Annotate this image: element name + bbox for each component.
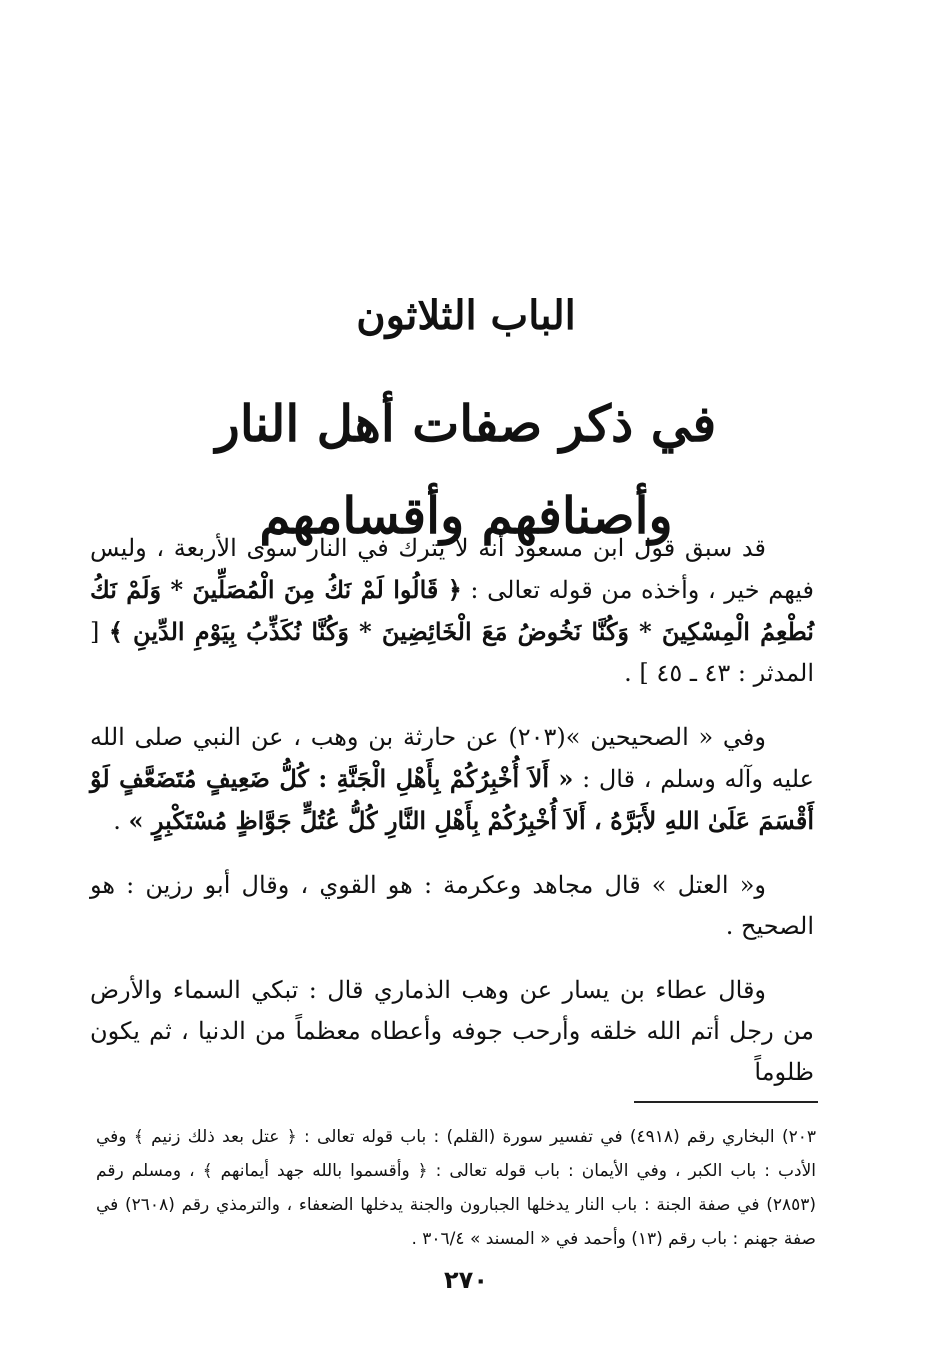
footnote-203: ٢٠٣) البخاري رقم (٤٩١٨) في تفسير سورة (القلم) : باب قوله تعالى : ﴿ عتل بعد ذلك زنيم ﴾ وفي الأدب : باب الكبر ، وفي الأيمان : باب قوله تعالى : ﴿ وأقسموا بالله جهد أيمانهم ﴾ ، ومسلم رقم (٢٨٥٣) في صفة الجنة : باب النار يدخلها الجبارون والجنة يدخلها الضعفاء ، والترمذي رقم (٢٦٠٨) في صفة جهنم : باب رقم (١٣) وأحمد في « المسند » ٣٠٦/٤ . xyxy=(96,1127,816,1249)
paragraph-tail: . xyxy=(113,807,129,835)
hadith-quote: « أَلاَ أُخْبِرُكُمْ بِأَهْلِ الْجَنَّةِ : كُلُّ ضَعِيفٍ مُتَضَعَّفٍ لَوْ أَقْسَمَ عَلَىٰ اللهِ لأَبَرَّهُ ، أَلاَ أُخْبِرُكُمْ بِأَهْلِ النَّارِ كُلُّ عُتُلٍّ جَوَّاظٍ مُسْتَكْبِرٍ » xyxy=(90,764,814,835)
paragraph-2 xyxy=(90,717,814,842)
paragraph-1 xyxy=(90,528,814,694)
quran-quote: ﴿ قَالُوا لَمْ نَكُ مِنَ الْمُصَلِّينَ * وَلَمْ نَكُ نُطْعِمُ الْمِسْكِينَ * وَكُنَّا نَخُوضُ مَعَ الْخَائِضِينَ * وَكُنَّا نُكَذِّبُ بِيَوْمِ الدِّينِ ﴾ xyxy=(90,575,814,646)
chapter-title: الباب الثلاثون xyxy=(356,292,576,339)
footnote-divider xyxy=(634,1101,818,1103)
body-text xyxy=(90,528,814,1116)
page-number: ٢٧٠ xyxy=(444,1266,488,1294)
paragraph-3 xyxy=(90,865,814,947)
paragraph-text: قد سبق قول ابن مسعود أنه لا يترك في النار سوى الأربعة ، وليس فيهم خير ، وأخذه من قوله تعالى : xyxy=(90,534,815,604)
footnotes xyxy=(96,1120,816,1256)
paragraph-4 xyxy=(90,970,814,1093)
paragraph-text: وفي « الصحيحين »(٢٠٣) عن حارثة بن وهب ، عن النبي صلى الله عليه وآله وسلم ، قال : xyxy=(90,723,814,793)
chapter-subtitle: في ذكر صفات أهل النار وأصنافهم وأقسامهم xyxy=(215,394,717,545)
paragraph-text: و« العتل » قال مجاهد وعكرمة : هو القوي ، وقال أبو رزين : هو الصحيح . xyxy=(90,871,814,940)
quote-reference: [ المدثر : ٤٣ ـ ٤٥ ] . xyxy=(90,618,814,687)
paragraph-text: وقال عطاء بن يسار عن وهب الذماري قال : تبكي السماء والأرض من رجل أتم الله خلقه وأرحب جوفه وأعطاه معظماً من الدنيا ، ثم يكون ظلوماً xyxy=(90,976,814,1086)
